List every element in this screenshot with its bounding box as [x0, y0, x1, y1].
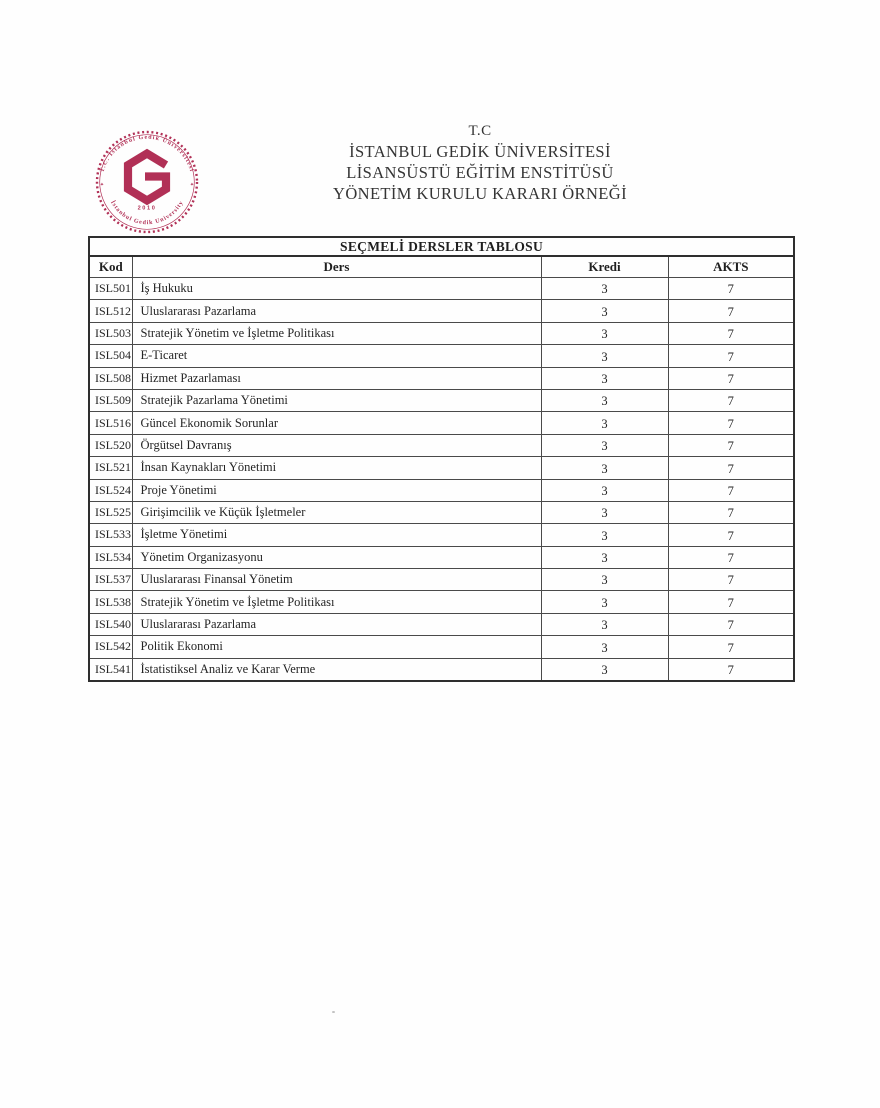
letterhead-line-tc: T.C: [468, 123, 492, 139]
cell-ders: İşletme Yönetimi: [132, 524, 541, 546]
cell-ders: Yönetim Organizasyonu: [132, 546, 541, 568]
table-row: [89, 322, 794, 344]
cell-kredi: 3: [541, 524, 668, 546]
table-row: [89, 479, 794, 501]
cell-kod: ISL541: [89, 658, 132, 681]
cell-akts: 7: [668, 412, 794, 434]
cell-kod: ISL533: [89, 524, 132, 546]
cell-ders: Girişimcilik ve Küçük İşletmeler: [132, 501, 541, 523]
letterhead-line-doc-type: YÖNETİM KURULU KARARI ÖRNEĞİ: [333, 184, 627, 203]
cell-akts: 7: [668, 457, 794, 479]
cell-kod: ISL542: [89, 636, 132, 658]
cell-kredi: 3: [541, 300, 668, 322]
table-title: SEÇMELİ DERSLER TABLOSU: [89, 237, 794, 256]
cell-kredi: 3: [541, 278, 668, 300]
cell-ders: Güncel Ekonomik Sorunlar: [132, 412, 541, 434]
cell-akts: 7: [668, 300, 794, 322]
col-header-akts: AKTS: [668, 256, 794, 278]
cell-akts: 7: [668, 322, 794, 344]
col-header-kredi: Kredi: [541, 256, 668, 278]
cell-kod: ISL501: [89, 278, 132, 300]
seal-bottom-text: İstanbul Gedik University: [109, 199, 185, 227]
cell-ders: İş Hukuku: [132, 278, 541, 300]
cell-akts: 7: [668, 636, 794, 658]
cell-kredi: 3: [541, 457, 668, 479]
table-title-row: [89, 237, 794, 256]
cell-kod: ISL520: [89, 434, 132, 456]
scan-speck: [332, 1011, 335, 1013]
table-row: [89, 501, 794, 523]
table-body: [89, 278, 794, 682]
cell-kredi: 3: [541, 613, 668, 635]
gedik-g-mark-icon: [128, 154, 166, 201]
cell-kod: ISL503: [89, 322, 132, 344]
cell-akts: 7: [668, 591, 794, 613]
cell-akts: 7: [668, 389, 794, 411]
cell-akts: 7: [668, 434, 794, 456]
table-row: [89, 591, 794, 613]
seal-scalloped-edge: [97, 132, 197, 232]
cell-kod: ISL540: [89, 613, 132, 635]
cell-ders: E-Ticaret: [132, 345, 541, 367]
cell-kod: ISL525: [89, 501, 132, 523]
cell-ders: Uluslararası Finansal Yönetim: [132, 569, 541, 591]
cell-kredi: 3: [541, 591, 668, 613]
cell-kredi: 3: [541, 367, 668, 389]
cell-akts: 7: [668, 367, 794, 389]
seal-right-star-icon: ✦: [189, 183, 195, 188]
cell-kredi: 3: [541, 345, 668, 367]
cell-kredi: 3: [541, 546, 668, 568]
university-seal-logo: [95, 130, 199, 234]
cell-akts: 7: [668, 524, 794, 546]
cell-ders: Uluslararası Pazarlama: [132, 613, 541, 635]
cell-ders: Uluslararası Pazarlama: [132, 300, 541, 322]
table-row: [89, 457, 794, 479]
cell-akts: 7: [668, 613, 794, 635]
table-row: [89, 300, 794, 322]
col-header-ders: Ders: [132, 256, 541, 278]
cell-kod: ISL524: [89, 479, 132, 501]
cell-kredi: 3: [541, 479, 668, 501]
cell-ders: Hizmet Pazarlaması: [132, 367, 541, 389]
table-row: [89, 434, 794, 456]
cell-ders: İstatistiksel Analiz ve Karar Verme: [132, 658, 541, 681]
cell-akts: 7: [668, 479, 794, 501]
seal-top-text: T.C. İstanbul Gedik Üniversitesi: [99, 134, 195, 174]
cell-kredi: 3: [541, 636, 668, 658]
seal-left-star-icon: ✦: [99, 183, 105, 188]
cell-akts: 7: [668, 546, 794, 568]
cell-kredi: 3: [541, 569, 668, 591]
cell-kredi: 3: [541, 412, 668, 434]
cell-ders: Proje Yönetimi: [132, 479, 541, 501]
cell-kod: ISL521: [89, 457, 132, 479]
cell-kod: ISL512: [89, 300, 132, 322]
cell-kredi: 3: [541, 322, 668, 344]
table-row: [89, 278, 794, 300]
cell-akts: 7: [668, 658, 794, 681]
cell-ders: Örgütsel Davranış: [132, 434, 541, 456]
letterhead-line-university: İSTANBUL GEDİK ÜNİVERSİTESİ: [349, 142, 611, 161]
table-row: [89, 613, 794, 635]
table-row: [89, 367, 794, 389]
cell-kredi: 3: [541, 389, 668, 411]
table-row: [89, 569, 794, 591]
cell-kod: ISL538: [89, 591, 132, 613]
cell-kredi: 3: [541, 434, 668, 456]
letterhead: [240, 122, 720, 204]
table-row: [89, 546, 794, 568]
table-row: [89, 345, 794, 367]
cell-akts: 7: [668, 501, 794, 523]
table-row: [89, 389, 794, 411]
table-header-row: [89, 256, 794, 278]
letterhead-line-institute: LİSANSÜSTÜ EĞİTİM ENSTİTÜSÜ: [346, 163, 614, 182]
cell-kod: ISL504: [89, 345, 132, 367]
cell-kod: ISL516: [89, 412, 132, 434]
cell-akts: 7: [668, 278, 794, 300]
table-row: [89, 636, 794, 658]
cell-ders: Politik Ekonomi: [132, 636, 541, 658]
cell-ders: Stratejik Yönetim ve İşletme Politikası: [132, 322, 541, 344]
seal-year: 2010: [137, 205, 157, 212]
cell-kod: ISL509: [89, 389, 132, 411]
cell-ders: Stratejik Yönetim ve İşletme Politikası: [132, 591, 541, 613]
cell-kredi: 3: [541, 501, 668, 523]
table-row: [89, 412, 794, 434]
cell-kod: ISL508: [89, 367, 132, 389]
cell-ders: Stratejik Pazarlama Yönetimi: [132, 389, 541, 411]
col-header-kod: Kod: [89, 256, 132, 278]
cell-kod: ISL534: [89, 546, 132, 568]
cell-kod: ISL537: [89, 569, 132, 591]
elective-courses-table: [88, 236, 795, 682]
table-row: [89, 658, 794, 681]
cell-akts: 7: [668, 569, 794, 591]
cell-ders: İnsan Kaynakları Yönetimi: [132, 457, 541, 479]
cell-akts: 7: [668, 345, 794, 367]
table-row: [89, 524, 794, 546]
cell-kredi: 3: [541, 658, 668, 681]
